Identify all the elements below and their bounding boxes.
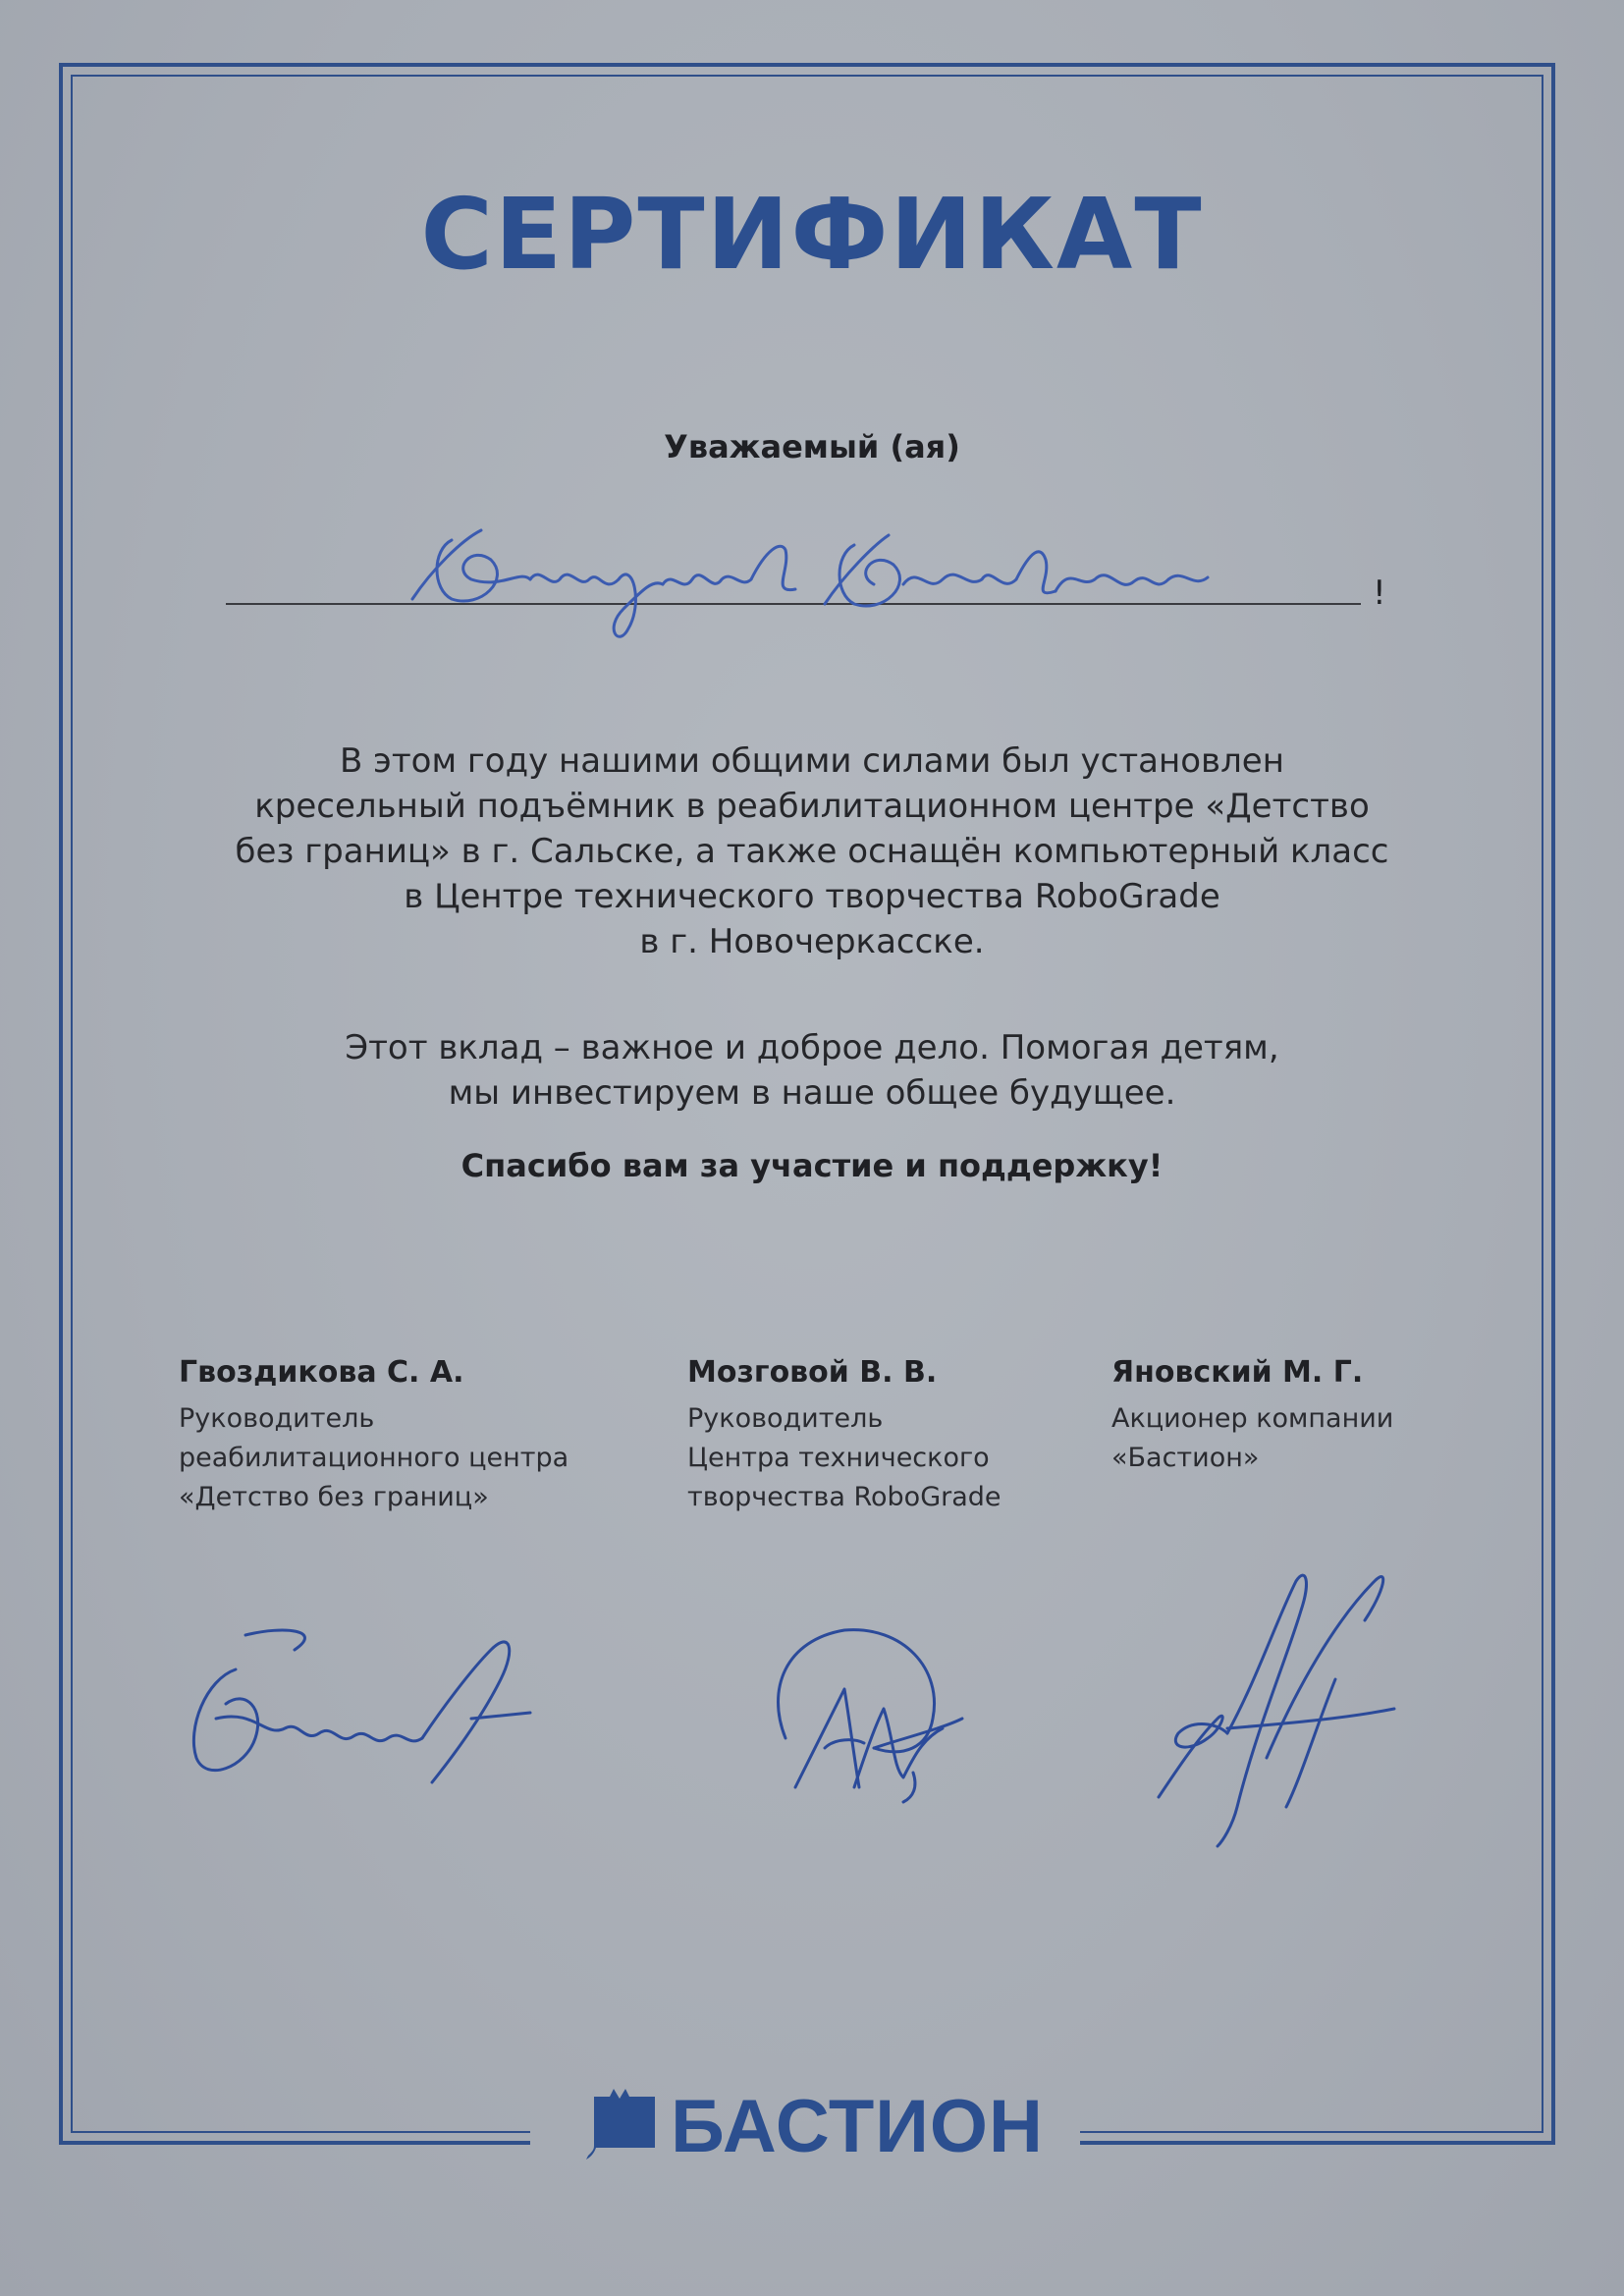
exclamation-mark: !	[1373, 574, 1386, 613]
body-line: в Центре технического творчества RoboGrade	[404, 877, 1220, 916]
body-paragraph-2	[147, 1025, 1477, 1116]
signer-block	[179, 1355, 650, 1517]
signer-role-line: «Детство без границ»	[179, 1482, 489, 1512]
signer-block	[687, 1355, 1100, 1517]
signer-block	[1111, 1355, 1524, 1478]
signer-role-line: Руководитель	[687, 1403, 884, 1434]
signer-role-line: творчества RoboGrade	[687, 1482, 1001, 1512]
body-line: без границ» в г. Сальске, а также оснащён компьютерный класс	[235, 832, 1389, 871]
signer-name: Гвоздикова С. А.	[179, 1355, 464, 1390]
signer-name: Яновский М. Г.	[1111, 1355, 1364, 1390]
body-line: Этот вклад – важное и доброе дело. Помогая детям,	[345, 1028, 1279, 1067]
signer-role-line: Руководитель	[179, 1403, 375, 1434]
body-line: мы инвестируем в наше общее будущее.	[448, 1073, 1176, 1113]
body-line: В этом году нашими общими силами был установлен	[340, 741, 1284, 781]
body-line: кресельный подъёмник в реабилитационном центре «Детство	[254, 787, 1370, 826]
signer-role-line: «Бастион»	[1111, 1443, 1260, 1473]
body-paragraph-1	[147, 738, 1477, 964]
recipient-handwritten-name	[393, 511, 1316, 658]
thanks-line: Спасибо вам за участие и поддержку!	[460, 1147, 1164, 1184]
signature-2	[746, 1601, 982, 1817]
bastion-logo	[569, 2082, 1060, 2170]
salutation: Уважаемый (ая)	[664, 428, 960, 465]
signer-role-line: Акционер компании	[1111, 1403, 1394, 1434]
signer-role-line: Центра технического	[687, 1443, 990, 1473]
signature-1	[177, 1611, 550, 1807]
body-line: в г. Новочеркасске.	[639, 922, 985, 961]
signature-3	[1110, 1561, 1443, 1856]
signer-role-line: реабилитационного центра	[179, 1443, 569, 1473]
signer-name: Мозговой В. В.	[687, 1355, 938, 1390]
certificate-title: СЕРТИФИКАТ	[420, 177, 1204, 292]
logo-text: БАСТИОН	[671, 2084, 1044, 2168]
cat-icon	[586, 2087, 663, 2165]
